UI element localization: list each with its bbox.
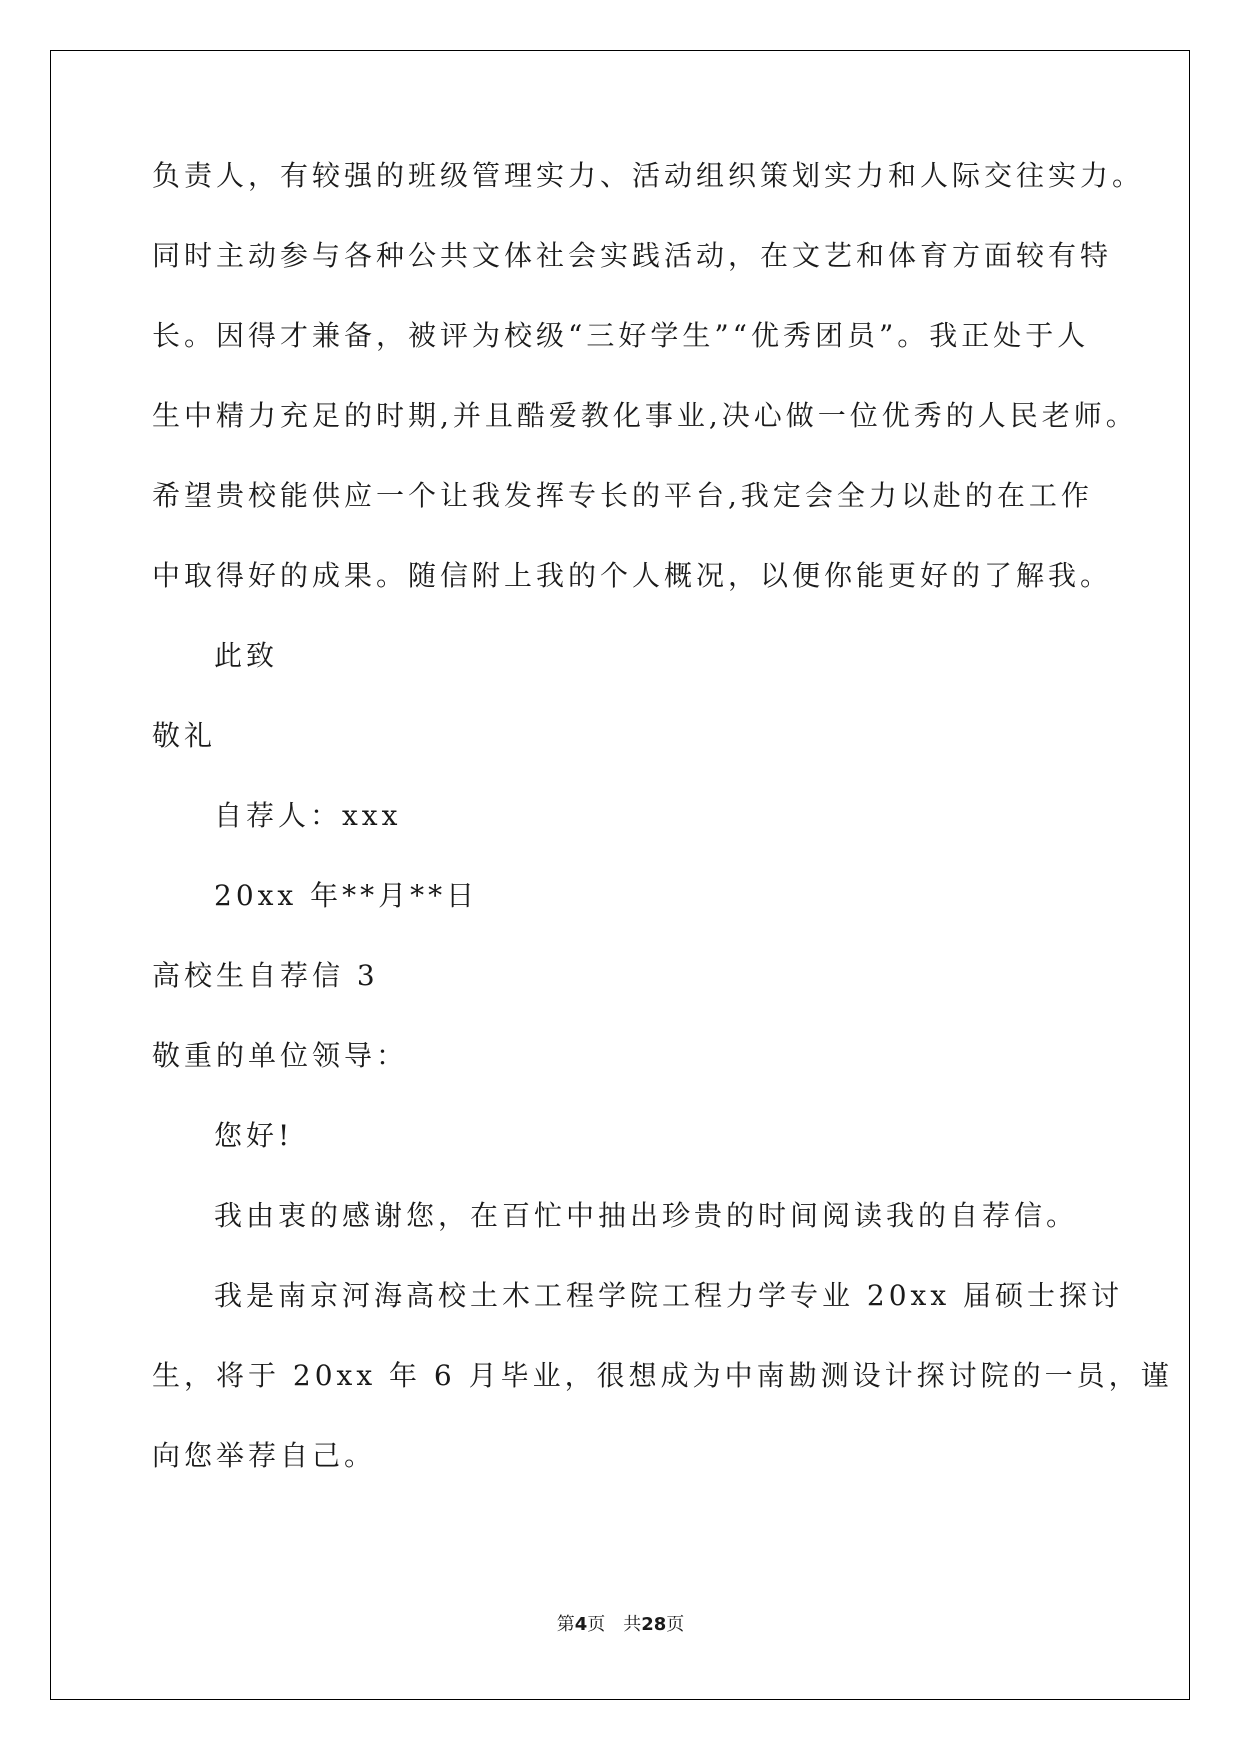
footer-total-pages: 28 <box>641 1614 667 1635</box>
footer-page-number: 4 <box>574 1614 588 1635</box>
body-line: 生，将于 20xx 年 6 月毕业，很想成为中南勘测设计探讨院的一员，谨 <box>152 1359 1173 1392</box>
greeting-line: 敬重的单位领导： <box>152 1039 409 1072</box>
signature-line: 自荐人：xxx <box>214 799 402 832</box>
body-line: 希望贵校能供应一个让我发挥专长的平台,我定会全力以赴的在工作 <box>152 479 1093 512</box>
closing-regards: 敬礼 <box>152 719 217 752</box>
body-line: 负责人，有较强的班级管理实力、活动组织策划实力和人际交往实力。 <box>152 159 1145 192</box>
body-line: 生中精力充足的时期,并且酷爱教化事业,决心做一位优秀的人民老师。 <box>152 399 1138 432</box>
body-line: 我是南京河海高校土木工程学院工程力学专业 20xx 届硕士探讨 <box>214 1279 1124 1312</box>
body-line: 中取得好的成果。随信附上我的个人概况，以便你能更好的了解我。 <box>152 559 1113 592</box>
page-footer <box>0 1610 1241 1636</box>
closing-salutation: 此致 <box>214 639 279 672</box>
greeting-hello: 您好! <box>214 1119 294 1152</box>
footer-mid: 页 共 <box>587 1614 642 1635</box>
body-line: 向您举荐自己。 <box>152 1439 377 1472</box>
body-line: 同时主动参与各种公共文体社会实践活动，在文艺和体育方面较有特 <box>152 239 1113 272</box>
footer-suffix: 页 <box>666 1614 685 1635</box>
body-line: 长。因得才兼备，被评为校级“三好学生”“优秀团员”。我正处于人 <box>152 319 1090 352</box>
section-title: 高校生自荐信 3 <box>152 959 379 992</box>
body-line: 我由衷的感谢您，在百忙中抽出珍贵的时间阅读我的自荐信。 <box>214 1199 1079 1232</box>
footer-prefix: 第 <box>556 1614 575 1635</box>
date-line: 20xx 年**月**日 <box>214 879 479 912</box>
